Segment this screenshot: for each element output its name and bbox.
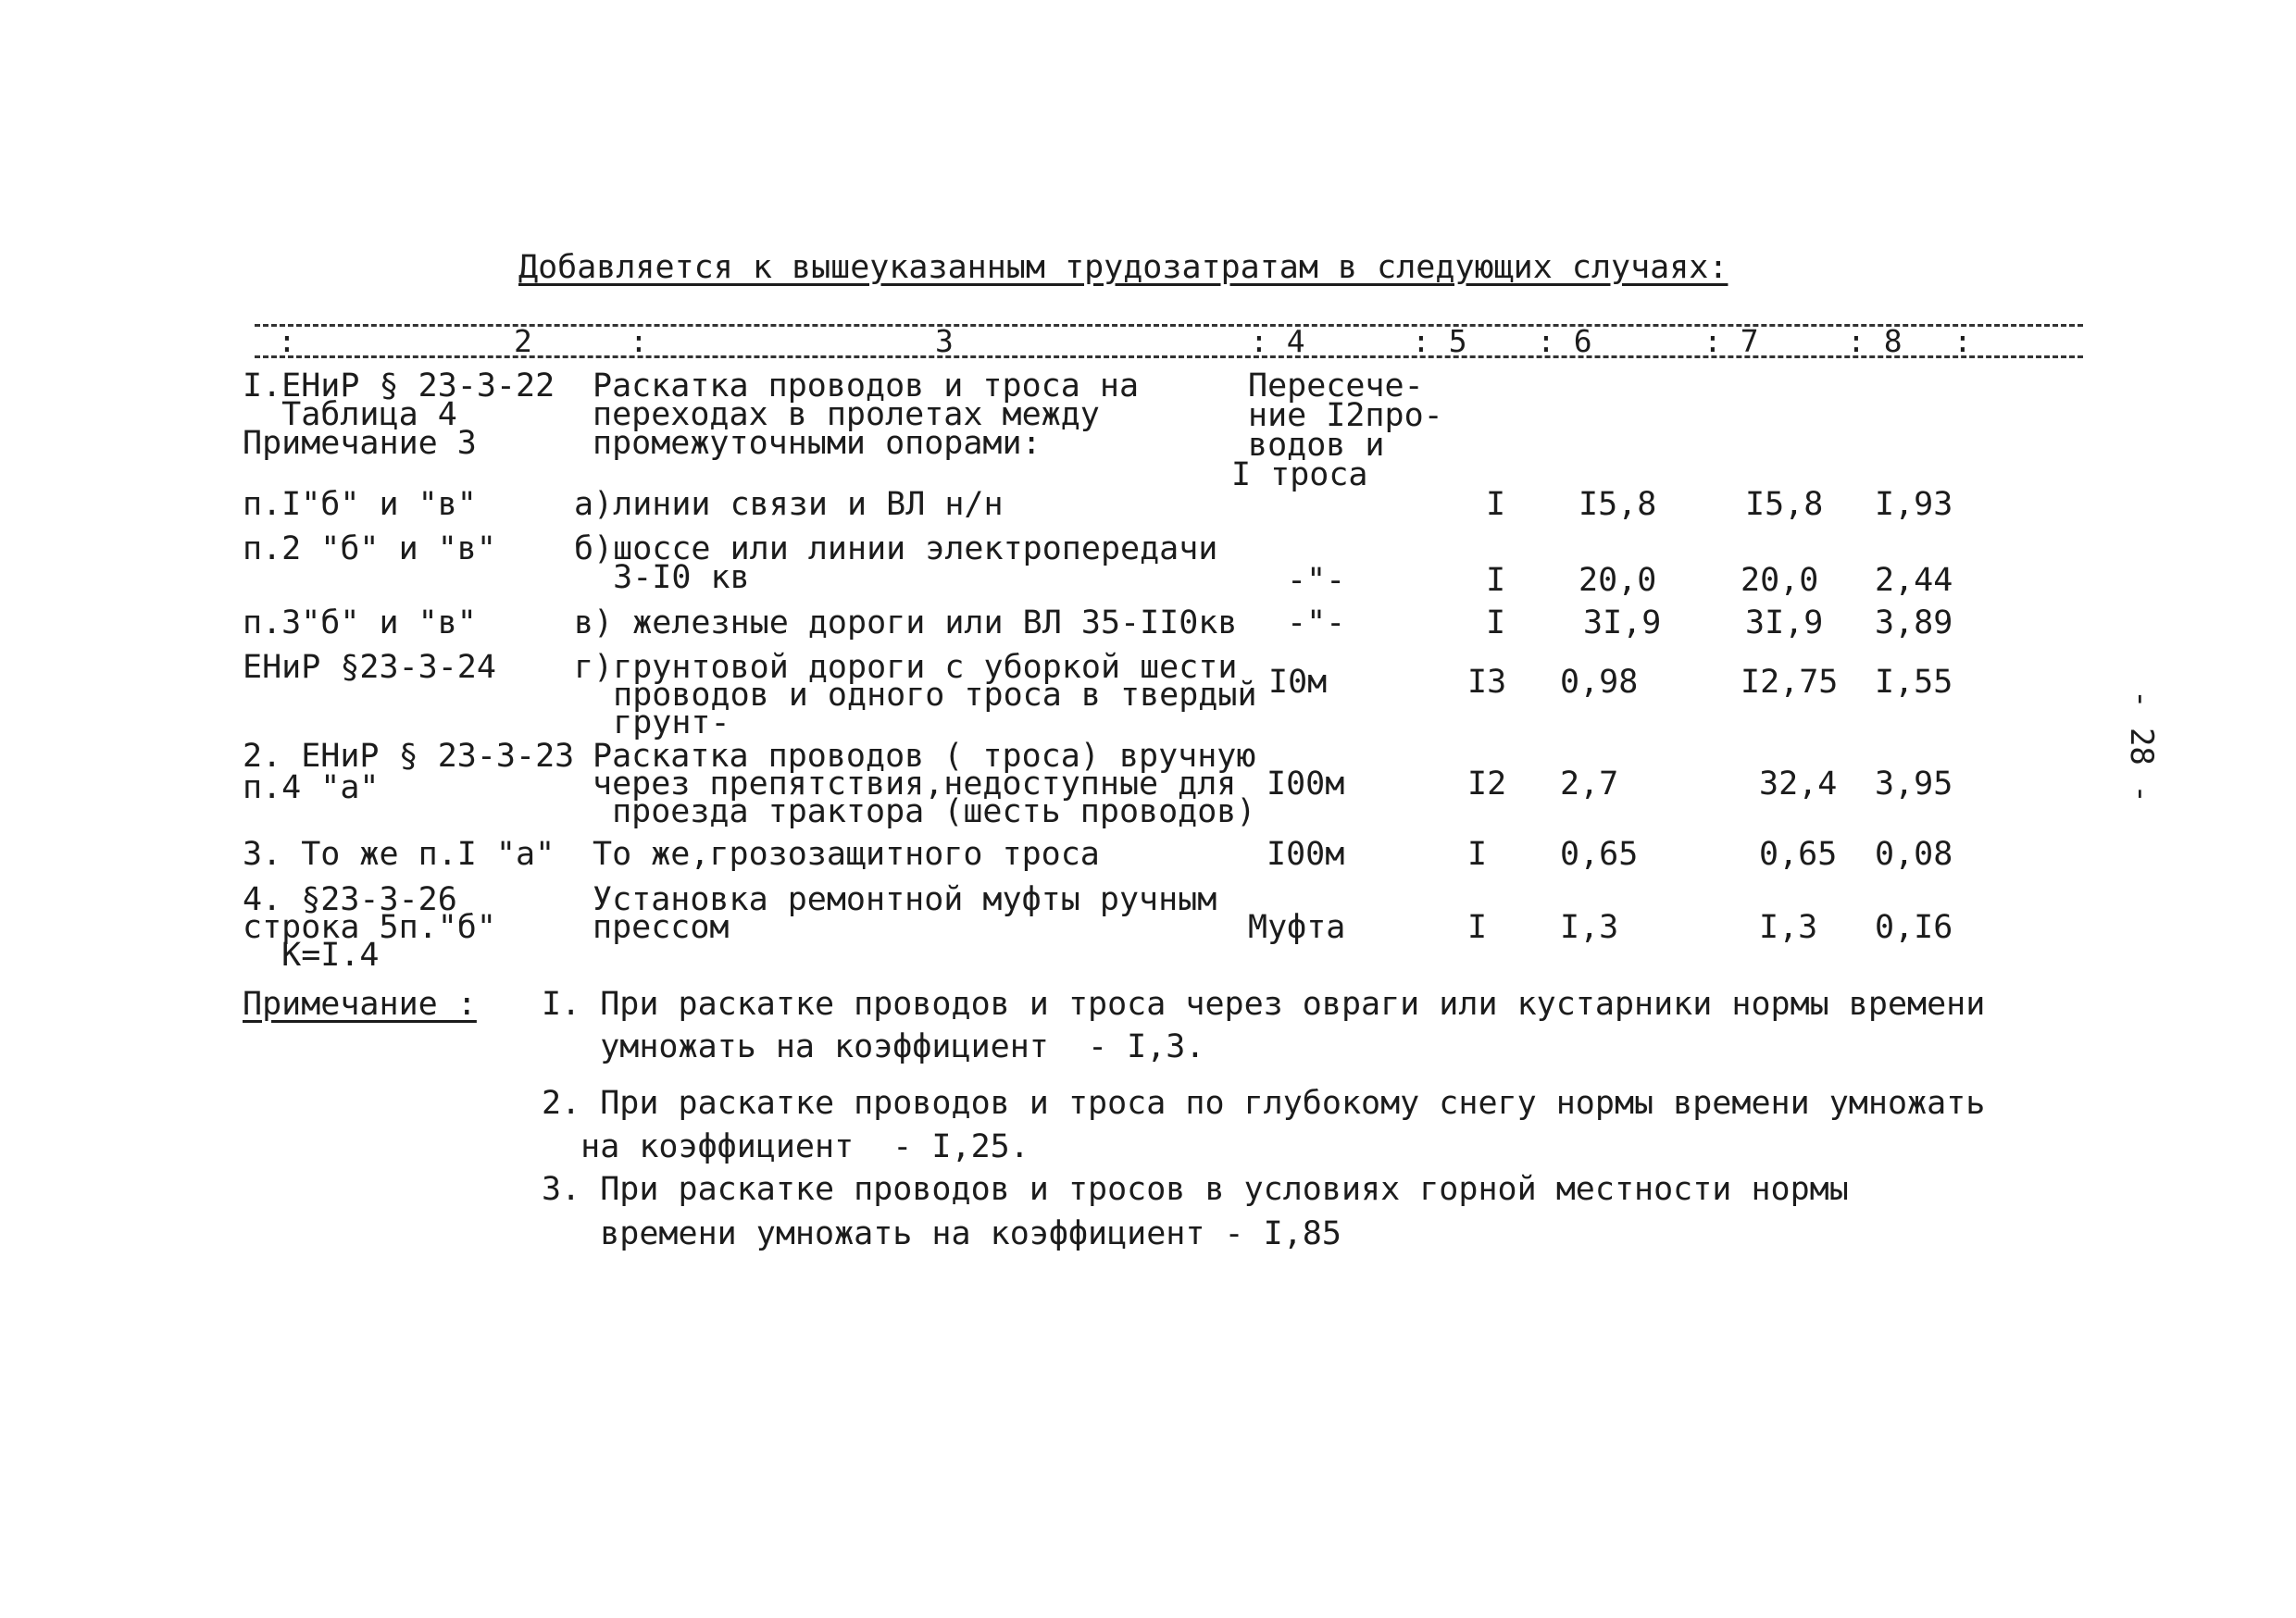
header-col1: :	[278, 323, 296, 359]
row0-unit-line1: Пересече-	[1248, 367, 1424, 404]
page-number: - 28 -	[2123, 690, 2160, 803]
row4-c6: 0,98	[1560, 664, 1639, 701]
row0-unit-line3: водов и	[1248, 427, 1385, 464]
row7-text-line2: прессом	[593, 909, 730, 946]
row3-unit: -"-	[1287, 604, 1346, 641]
note2-line1: 2. При раскатке проводов и троса по глубокому снегу нормы времени умножать	[542, 1085, 1986, 1122]
row6-c5: I	[1467, 836, 1488, 873]
header-col-end: :	[1953, 323, 1972, 359]
row4-unit: I0м	[1268, 664, 1328, 701]
row7-c5: I	[1467, 909, 1488, 946]
row3-text: в) железные дороги или ВЛ 35-II0кв	[574, 604, 1238, 641]
row5-ref-line1: 2. ЕНиР § 23-3-23	[243, 738, 575, 775]
row5-c7: 32,4	[1759, 765, 1838, 803]
note3-line2: времени умножать на коэффициент - I,85	[542, 1215, 1341, 1252]
note1-line1: I. При раскатке проводов и троса через овраги или кустарники нормы времени	[542, 986, 1986, 1023]
row4-ref: ЕНиР §23-3-24	[243, 649, 496, 686]
header-col5: : 5	[1412, 323, 1467, 359]
row2-c5: I	[1486, 562, 1506, 599]
row2-c8: 2,44	[1875, 562, 1953, 599]
row2-c7: 20,0	[1741, 562, 1819, 599]
header-col7: : 7	[1703, 323, 1759, 359]
row6-unit: I00м	[1267, 836, 1345, 873]
note1-line2: умножать на коэффициент - I,3.	[542, 1028, 1205, 1065]
row6-c7: 0,65	[1759, 836, 1838, 873]
row7-unit: Муфта	[1248, 909, 1346, 946]
row7-ref-line2: строка 5п."б"	[243, 909, 496, 946]
row1-text: а)линии связи и ВЛ н/н	[574, 486, 1004, 523]
row5-c5: I2	[1467, 765, 1507, 803]
row5-ref-line2: п.4 "а"	[243, 769, 380, 806]
row2-text-line1: б)шоссе или линии электропередачи	[574, 530, 1218, 567]
row4-c7: I2,75	[1741, 664, 1839, 701]
row7-text-line1: Установка ремонтной муфты ручным	[593, 881, 1217, 918]
row5-c6: 2,7	[1560, 765, 1619, 803]
row1-c7: I5,8	[1745, 486, 1824, 523]
header-col3: 3	[935, 323, 954, 359]
page-title: Добавляется к вышеуказанным трудозатратам в следующих случаях:	[518, 249, 1728, 286]
row2-ref: п.2 "б" и "в"	[243, 530, 496, 567]
row0-ref-line3: Примечание 3	[243, 425, 477, 462]
row2-text-line2: 3-I0 кв	[574, 559, 750, 596]
row4-text-line2: проводов и одного троса в твердый	[574, 677, 1257, 714]
header-col4: : 4	[1250, 323, 1305, 359]
row2-unit: -"-	[1287, 562, 1346, 599]
row5-unit: I00м	[1267, 765, 1345, 803]
row0-unit-line4: I троса	[1231, 456, 1368, 493]
row7-c8: 0,I6	[1875, 909, 1953, 946]
row3-c7: 3I,9	[1745, 604, 1824, 641]
row5-text-line2: через препятствия,недоступные для	[593, 765, 1237, 803]
row7-ref-line3: К=I.4	[243, 937, 380, 974]
row4-text-line3: грунт-	[574, 704, 730, 741]
row4-c5: I3	[1467, 664, 1507, 701]
row1-ref: п.I"б" и "в"	[243, 486, 477, 523]
row3-ref: п.3"б" и "в"	[243, 604, 477, 641]
row4-text-line1: г)грунтовой дороги с уборкой шести	[574, 649, 1238, 686]
header-col8: : 8	[1847, 323, 1903, 359]
row1-c6: I5,8	[1578, 486, 1657, 523]
row7-c7: I,3	[1759, 909, 1818, 946]
row3-c5: I	[1486, 604, 1506, 641]
notes-label: Примечание :	[243, 986, 477, 1023]
row1-c5: I	[1486, 486, 1506, 523]
header-col6: : 6	[1537, 323, 1592, 359]
row5-text-line3: проезда трактора (шесть проводов)	[593, 793, 1256, 830]
row6-c8: 0,08	[1875, 836, 1953, 873]
row0-ref-line1: I.ЕНиР § 23-3-22	[243, 367, 555, 404]
header-col2-sep: :	[630, 323, 648, 359]
row6-c6: 0,65	[1560, 836, 1639, 873]
row1-c8: I,93	[1875, 486, 1953, 523]
row7-ref-line1: 4. §23-3-26	[243, 881, 457, 918]
row3-c6: 3I,9	[1583, 604, 1662, 641]
row5-text-line1: Раскатка проводов ( троса) вручную	[593, 738, 1256, 775]
row6-text: То же,грозозащитного троса	[593, 836, 1100, 873]
row2-c6: 20,0	[1578, 562, 1657, 599]
note3-line1: 3. При раскатке проводов и тросов в условиях горной местности нормы	[542, 1171, 1849, 1208]
note2-line2: на коэффициент - I,25.	[542, 1128, 1029, 1165]
row0-unit-line2: ние I2про-	[1248, 397, 1443, 434]
row4-c8: I,55	[1875, 664, 1953, 701]
row7-c6: I,3	[1560, 909, 1619, 946]
row0-text-line3: промежуточными опорами:	[593, 425, 1042, 462]
row3-c8: 3,89	[1875, 604, 1953, 641]
header-col2: 2	[514, 323, 532, 359]
row5-c8: 3,95	[1875, 765, 1953, 803]
row0-text-line2: переходах в пролетах между	[593, 396, 1100, 433]
row0-text-line1: Раскатка проводов и троса на	[593, 367, 1140, 404]
row0-ref-line2: Таблица 4	[243, 396, 457, 433]
row6-ref: 3. То же п.I "а"	[243, 836, 555, 873]
